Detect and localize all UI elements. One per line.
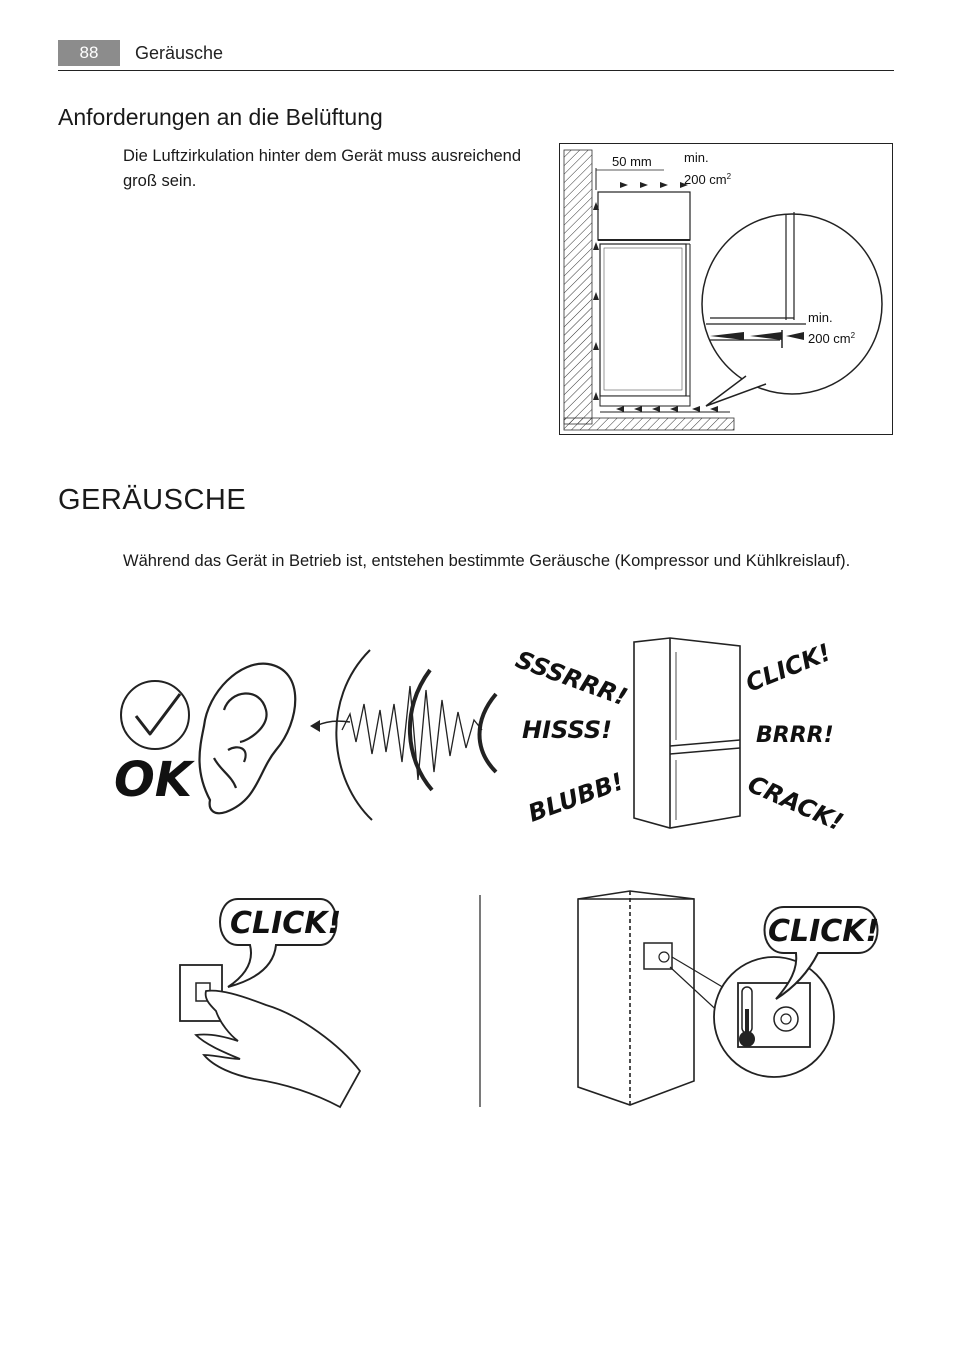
bottom-area-label: 200 $cm^2$ (808, 331, 856, 346)
sound-blubb: BLUBB! (524, 767, 628, 828)
floor-hatch (564, 418, 734, 430)
gap-label: 50 mm (612, 154, 652, 169)
sound-click: CLICK! (741, 638, 835, 698)
zoom-detail-circle (702, 214, 882, 394)
fridge-body (600, 244, 686, 396)
bottom-min-label: min. (808, 310, 833, 325)
noises-text: Während das Gerät in Betrieb ist, entstehen bestimmte Geräusche (Kompressor und Kühlkreislauf). (123, 552, 851, 570)
upper-cabinet (598, 192, 690, 240)
thermometer-icon (739, 987, 755, 1047)
header-divider (58, 70, 894, 71)
sound-sssrrr: SSSRRR! (511, 645, 632, 712)
ventilation-text: Die Luftzirkulation hinter dem Gerät muss ausreichend groß sein. (123, 147, 522, 190)
fridge-icon (634, 638, 740, 828)
thermostat-click-label: CLICK! (768, 914, 880, 949)
ventilation-heading: Anforderungen an die Belüftung (58, 104, 383, 130)
thermostat-dial-icon (774, 1007, 798, 1031)
check-icon (121, 681, 189, 749)
sound-wave (336, 650, 496, 820)
noise-illustration (110, 630, 870, 850)
ventilation-diagram-drawing (560, 144, 892, 434)
sound-crack: CRACK! (743, 769, 848, 837)
sound-hisss: HISSS! (522, 716, 613, 744)
hand-icon (196, 991, 360, 1107)
switch-click-label: CLICK! (230, 906, 342, 941)
top-min-label: min. (684, 150, 709, 165)
noises-heading: GERÄUSCHE (58, 484, 247, 516)
switch-illustration (170, 895, 490, 1110)
tall-fridge-icon (578, 891, 694, 1105)
wall-hatch (564, 150, 592, 424)
ok-label: OK (114, 752, 192, 808)
top-area-label: 200 $cm^2$ (684, 172, 732, 187)
ear-icon (200, 664, 296, 814)
ventilation-diagram (559, 143, 893, 435)
section-label: Geräusche (135, 43, 224, 63)
thermostat-illustration (570, 885, 890, 1115)
page-number: 88 (58, 40, 120, 66)
sound-brrr: BRRR! (756, 723, 834, 748)
